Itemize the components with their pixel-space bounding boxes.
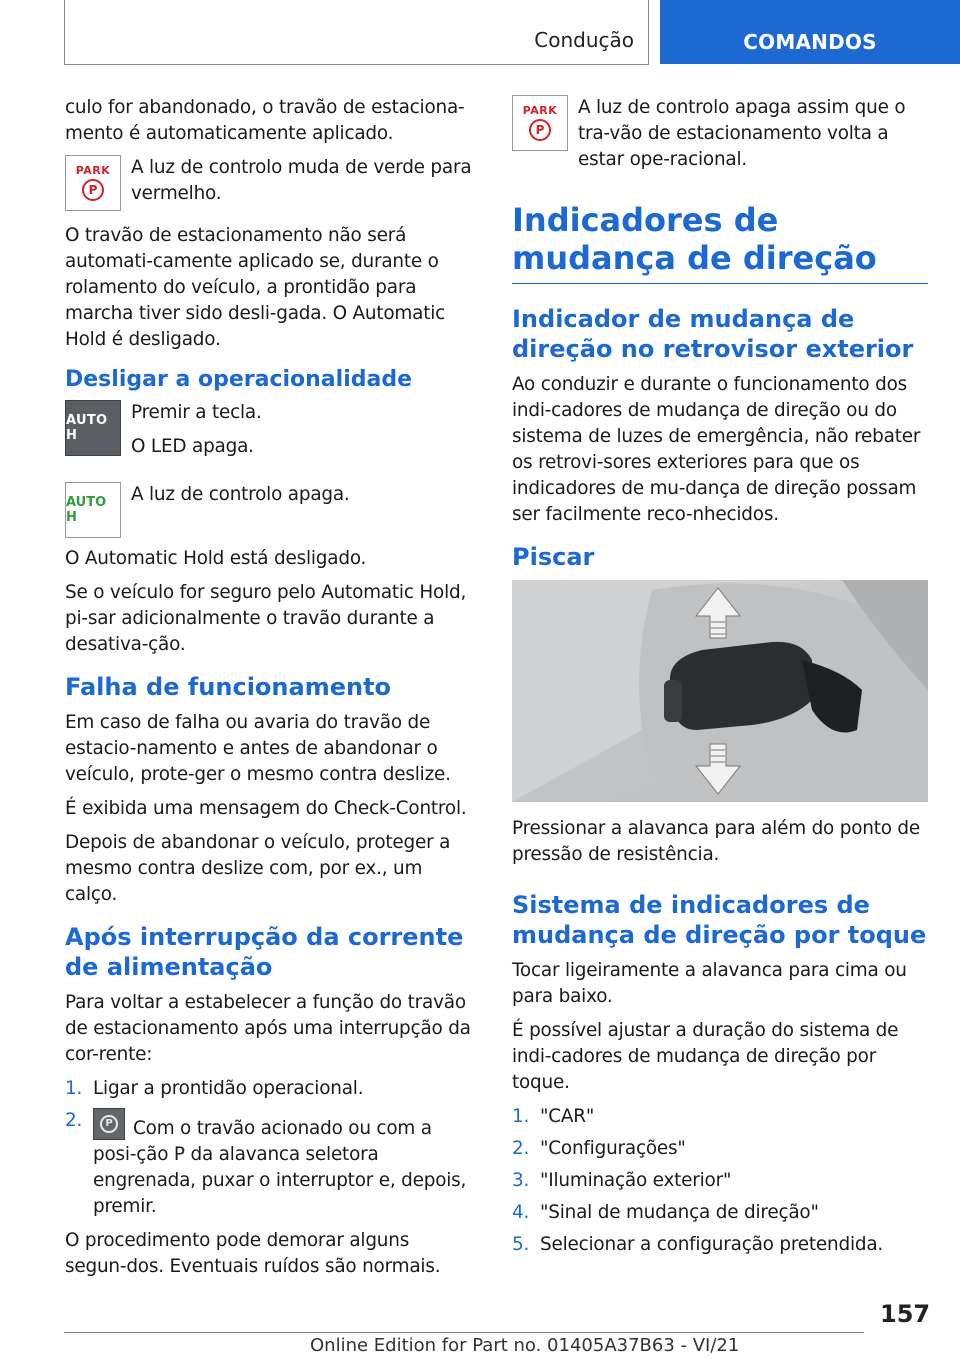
- paragraph: Tocar ligeiramente a alavanca para cima ou para baixo.: [512, 960, 907, 1007]
- paragraph: O Automatic Hold está desligado.: [65, 548, 367, 569]
- autoh-light-row: [65, 482, 475, 538]
- list-item: 1. "CAR": [512, 1106, 595, 1127]
- park-light-row: [65, 155, 475, 215]
- paragraph: O LED apaga.: [131, 436, 254, 457]
- paragraph: O travão de estacionamento não será automati-camente aplicado se, durante o rolamento do veículo, a prontidão para marcha tiver sido desli-gada. O Automatic Hold é desligado.: [65, 225, 446, 350]
- paragraph: Depois de abandonar o veículo, proteger a mesmo contra deslize com, por ex., um calço.: [65, 832, 451, 905]
- parking-brake-switch-icon: P: [93, 1108, 125, 1140]
- park-symbol: P: [529, 119, 551, 141]
- paragraph: É possível ajustar a duração do sistema de indi-cadores de mudança de direção por toque.: [512, 1020, 899, 1093]
- footer-rule: [64, 1332, 864, 1333]
- park-label: PARK: [75, 164, 111, 177]
- chapter-tab[interactable]: COMANDOS: [660, 0, 960, 64]
- heading-retrovisor: Indicador de mudança de direção no retrovisor exterior: [512, 305, 914, 363]
- heading-falha: Falha de funcionamento: [65, 673, 392, 701]
- paragraph: A luz de controlo apaga.: [131, 484, 350, 505]
- paragraph: Em caso de falha ou avaria do travão de estacio-namento e antes de abandonar o veículo, prote-ger o mesmo contra deslize.: [65, 712, 451, 785]
- left-column: [65, 95, 475, 1288]
- heading-piscar: Piscar: [512, 543, 595, 571]
- list-item: 5. Selecionar a configuração pretendida.: [512, 1234, 884, 1255]
- auto-hold-indicator-label: AUTO H: [66, 495, 107, 525]
- heading-toque: Sistema de indicadores de mudança de direção por toque: [512, 891, 927, 949]
- park-light-row: [512, 95, 928, 181]
- heading-apos: Após interrupção da corrente de alimentação: [65, 923, 464, 981]
- paragraph: Pressionar a alavanca para além do ponto de pressão de resistência.: [512, 818, 921, 865]
- heading-indicadores: Indicadores de mudança de direção: [512, 201, 928, 284]
- section-title: Condução: [64, 0, 649, 64]
- park-brake-indicator-icon: [65, 155, 121, 211]
- auto-hold-button-icon: [65, 400, 121, 456]
- lever-illustration: [512, 580, 928, 802]
- list-item: 2. P Com o travão acionado ou com a posi-ção P da alavanca seletora engrenada, puxar o interruptor e, depois, premir.: [65, 1110, 467, 1217]
- autoh-button-row: [65, 400, 475, 468]
- list-item: 2. "Configurações": [512, 1138, 686, 1159]
- auto-hold-button-label: AUTO H: [66, 413, 108, 443]
- edition-note: Online Edition for Part no. 01405A37B63 - VI/21: [310, 1335, 740, 1356]
- paragraph: culo for abandonado, o travão de estaciona-mento é automaticamente aplicado.: [65, 97, 465, 144]
- list-item: 4. "Sinal de mudança de direção": [512, 1202, 819, 1223]
- paragraph: Premir a tecla.: [131, 402, 262, 423]
- paragraph: A luz de controlo muda de verde para vermelho.: [131, 157, 472, 204]
- paragraph: A luz de controlo apaga assim que o tra-vão de estacionamento volta a estar ope-racional.: [578, 97, 906, 170]
- paragraph: Ao conduzir e durante o funcionamento dos indi-cadores de mudança de direção ou do sistema de luzes de emergência, não rebater os retrovi-sores exteriores para que os indicadores de mu-dança de direção possam ser facilmente reco-nhecidos.: [512, 374, 921, 525]
- list-item: 1. Ligar a prontidão operacional.: [65, 1078, 364, 1099]
- heading-desligar: Desligar a operacionalidade: [65, 367, 412, 392]
- auto-hold-indicator-icon: [65, 482, 121, 538]
- park-label: PARK: [522, 104, 558, 117]
- turn-signal-lever-image: [512, 580, 928, 802]
- park-brake-indicator-icon: [512, 95, 568, 151]
- park-symbol: P: [82, 179, 104, 201]
- list-item: 3. "Iluminação exterior": [512, 1170, 732, 1191]
- steps-list: [65, 1076, 475, 1220]
- paragraph: O procedimento pode demorar alguns segun-dos. Eventuais ruídos são normais.: [65, 1230, 441, 1277]
- header-bottom-rule: [64, 64, 649, 65]
- paragraph: É exibida uma mensagem do Check-Control.: [65, 798, 467, 819]
- right-column: [512, 95, 928, 1266]
- paragraph: Para voltar a estabelecer a função do travão de estacionamento após uma interrupção da cor-rente:: [65, 992, 471, 1065]
- settings-steps-list: [512, 1104, 928, 1258]
- page-number: 157: [880, 1300, 931, 1328]
- paragraph: Se o veículo for seguro pelo Automatic Hold, pi-sar adicionalmente o travão durante a desativa-ção.: [65, 582, 467, 655]
